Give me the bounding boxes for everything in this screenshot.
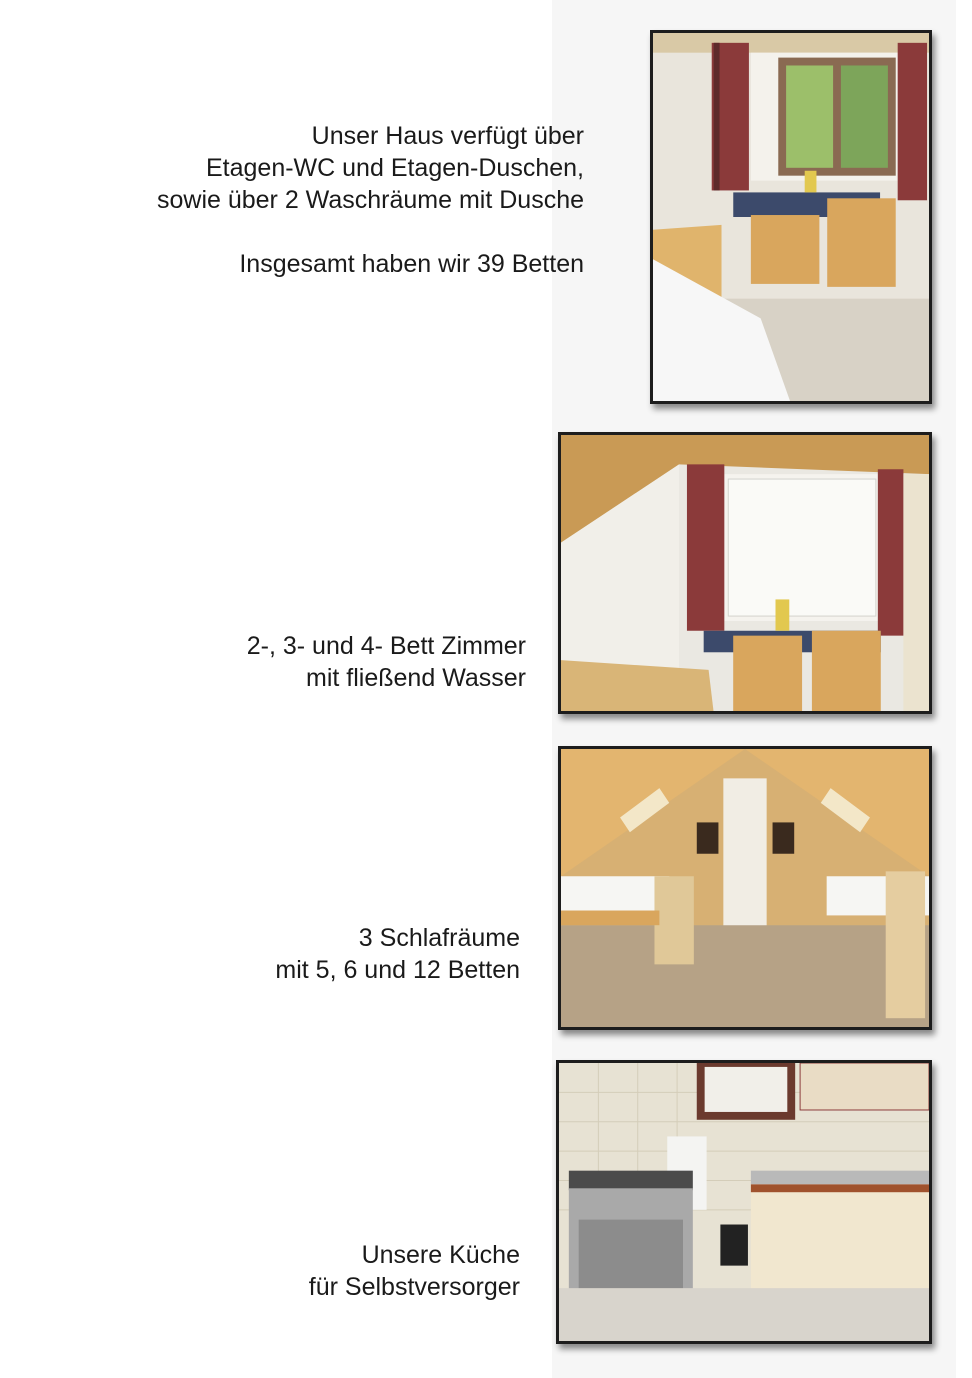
section-2-text <box>90 630 526 694</box>
text-line: mit 5, 6 und 12 Betten <box>275 956 520 984</box>
room-with-window-photo <box>650 30 932 404</box>
kitchen-photo <box>556 1060 932 1344</box>
attic-bedroom-photo <box>558 432 932 714</box>
section-1-text <box>90 120 584 280</box>
text-line: sowie über 2 Waschräume mit Dusche <box>156 186 584 214</box>
text-line: 3 Schlafräume <box>358 924 520 952</box>
text-line: Unsere Küche <box>361 1241 520 1269</box>
text-line: für Selbstversorger <box>308 1273 520 1301</box>
text-line: mit fließend Wasser <box>306 664 526 692</box>
text-line: Insgesamt haben wir 39 Betten <box>239 250 584 278</box>
text-line: Unser Haus verfügt über <box>311 122 584 150</box>
text-line: Etagen-WC und Etagen-Duschen, <box>206 154 584 182</box>
text-line: 2-, 3- und 4- Bett Zimmer <box>246 632 526 660</box>
dormitory-photo <box>558 746 932 1030</box>
section-4-text <box>90 1239 520 1303</box>
section-3-text <box>90 922 520 986</box>
